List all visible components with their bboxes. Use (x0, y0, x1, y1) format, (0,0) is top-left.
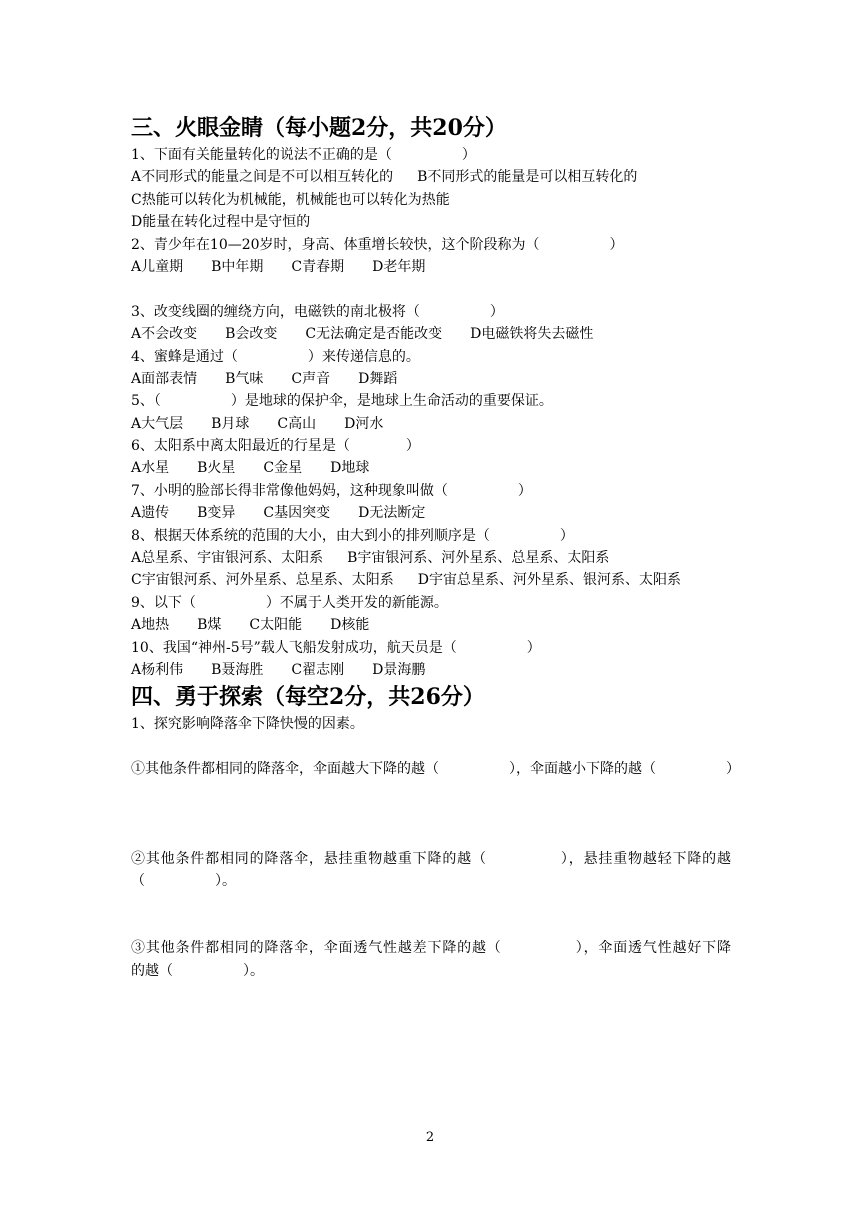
spacer (131, 278, 731, 300)
spacer (131, 781, 731, 826)
q8-options-ab (131, 547, 731, 569)
spacer (131, 736, 731, 758)
q9-option-d: D核能 (330, 617, 370, 634)
q7-stem: 7、小明的脸部长得非常像他妈妈，这种现象叫做（ ） (131, 482, 532, 499)
q10-option-c: C翟志刚 (291, 661, 345, 678)
q8-option-c: C宇宙银河系、河外星系、总星系、太阳系 (131, 572, 394, 589)
q1-options-ab (131, 166, 731, 188)
page-content (131, 112, 740, 982)
q5-option-c: C高山 (277, 415, 317, 432)
q1-option-a: A不同形式的能量之间是不可以相互转化的 (131, 169, 394, 186)
q6-option-d: D地球 (330, 460, 370, 477)
q5-option-d: D河水 (344, 415, 384, 432)
q7-option-b: B变异 (197, 505, 236, 522)
q6-stem: 6、太阳系中离太阳最近的行星是（ ） (131, 438, 420, 455)
q1-option-d: D能量在转化过程中是守恒的 (131, 214, 311, 231)
q8-option-d: D宇宙总星系、河外星系、银河系、太阳系 (417, 572, 681, 589)
q8-stem: 8、根据天体系统的范围的大小，由大到小的排列顺序是（ ） (131, 527, 574, 544)
q2-stem: 2、青少年在10—20岁时，身高、体重增长较快，这个阶段称为（ ） (131, 236, 624, 253)
q2-option-a: A儿童期 (131, 258, 184, 275)
q1-option-c: C热能可以转化为机械能，机械能也可以转化为热能 (131, 191, 450, 208)
q6-option-a: A水星 (131, 460, 170, 477)
q7-options (131, 502, 731, 524)
q3-option-b: B会改变 (225, 326, 278, 343)
q2-option-d: D老年期 (372, 258, 426, 275)
q10-option-d: D景海鹏 (372, 661, 426, 678)
section4-heading: 四、勇于探索（每空2分，共26分） (131, 684, 485, 711)
q3-options (131, 323, 731, 345)
s4-item3-line2: 的越（ ）。 (131, 962, 264, 979)
q6-option-b: B火星 (197, 460, 236, 477)
q6-option-c: C金星 (263, 460, 303, 477)
q4-options (131, 368, 731, 390)
q10-stem: 10、我国“神州-5号”载人飞船发射成功，航天员是（ ） (131, 639, 541, 656)
q4-option-c: C声音 (291, 370, 331, 387)
q5-options (131, 413, 731, 435)
q5-option-b: B月球 (211, 415, 250, 432)
q10-option-a: A杨利伟 (131, 661, 184, 678)
q4-stem: 4、蜜蜂是通过（ ）来传递信息的。 (131, 348, 420, 365)
page-number: 2 (425, 1130, 435, 1145)
spacer (131, 825, 731, 847)
q9-options (131, 614, 731, 636)
q5-stem: 5、（ ）是地球的保护伞，是地球上生命活动的重要保证。 (131, 393, 553, 410)
q2-options (131, 256, 731, 278)
q3-option-c: C无法确定是否能改变 (305, 326, 443, 343)
q1-stem: 1、下面有关能量转化的说法不正确的是（ ） (131, 147, 476, 163)
section3-heading: 三、火眼金睛（每小题2分，共20分） (131, 115, 507, 141)
q3-option-d: D电磁铁将失去磁性 (470, 326, 594, 343)
q9-option-b: B煤 (197, 617, 222, 634)
q9-option-a: A地热 (131, 617, 170, 634)
q7-option-c: C基因突变 (263, 505, 331, 522)
spacer (131, 893, 731, 938)
q1-option-b: B不同形式的能量是可以相互转化的 (417, 169, 638, 186)
q2-option-c: C青春期 (291, 258, 345, 275)
q4-option-b: B气味 (225, 370, 264, 387)
s4-item2-line1: ②其他条件都相同的降落伞，悬挂重物越重下降的越（ ），悬挂重物越轻下降的越 (131, 850, 731, 867)
s4-item1: ①其他条件都相同的降落伞，伞面越大下降的越（ ），伞面越小下降的越（ ） (131, 761, 740, 778)
q2-option-b: B中年期 (211, 258, 264, 275)
q10-options (131, 659, 731, 681)
q10-option-b: B聂海胜 (211, 661, 264, 678)
q8-option-b: B宇宙银河系、河外星系、总星系、太阳系 (347, 550, 610, 567)
s4-item3-line1: ③其他条件都相同的降落伞，伞面透气性越差下降的越（ ），伞面透气性越好下降 (131, 940, 731, 957)
q6-options (131, 457, 731, 479)
q9-option-c: C太阳能 (249, 617, 303, 634)
q8-options-cd (131, 569, 731, 591)
q3-stem: 3、改变线圈的缠绕方向，电磁铁的南北极将（ ） (131, 303, 504, 320)
s4-intro: 1、探究影响降落伞下降快慢的因素。 (131, 716, 364, 733)
q9-stem: 9、以下（ ）不属于人类开发的新能源。 (131, 594, 448, 611)
q4-option-a: A面部表情 (131, 370, 198, 387)
q3-option-a: A不会改变 (131, 326, 198, 343)
q7-option-a: A遗传 (131, 505, 170, 522)
q4-option-d: D舞蹈 (358, 370, 398, 387)
q7-option-d: D无法断定 (358, 505, 426, 522)
q5-option-a: A大气层 (131, 415, 184, 432)
s4-item2-line2: （ ）。 (131, 873, 236, 890)
q8-option-a: A总星系、宇宙银河系、太阳系 (131, 550, 324, 567)
